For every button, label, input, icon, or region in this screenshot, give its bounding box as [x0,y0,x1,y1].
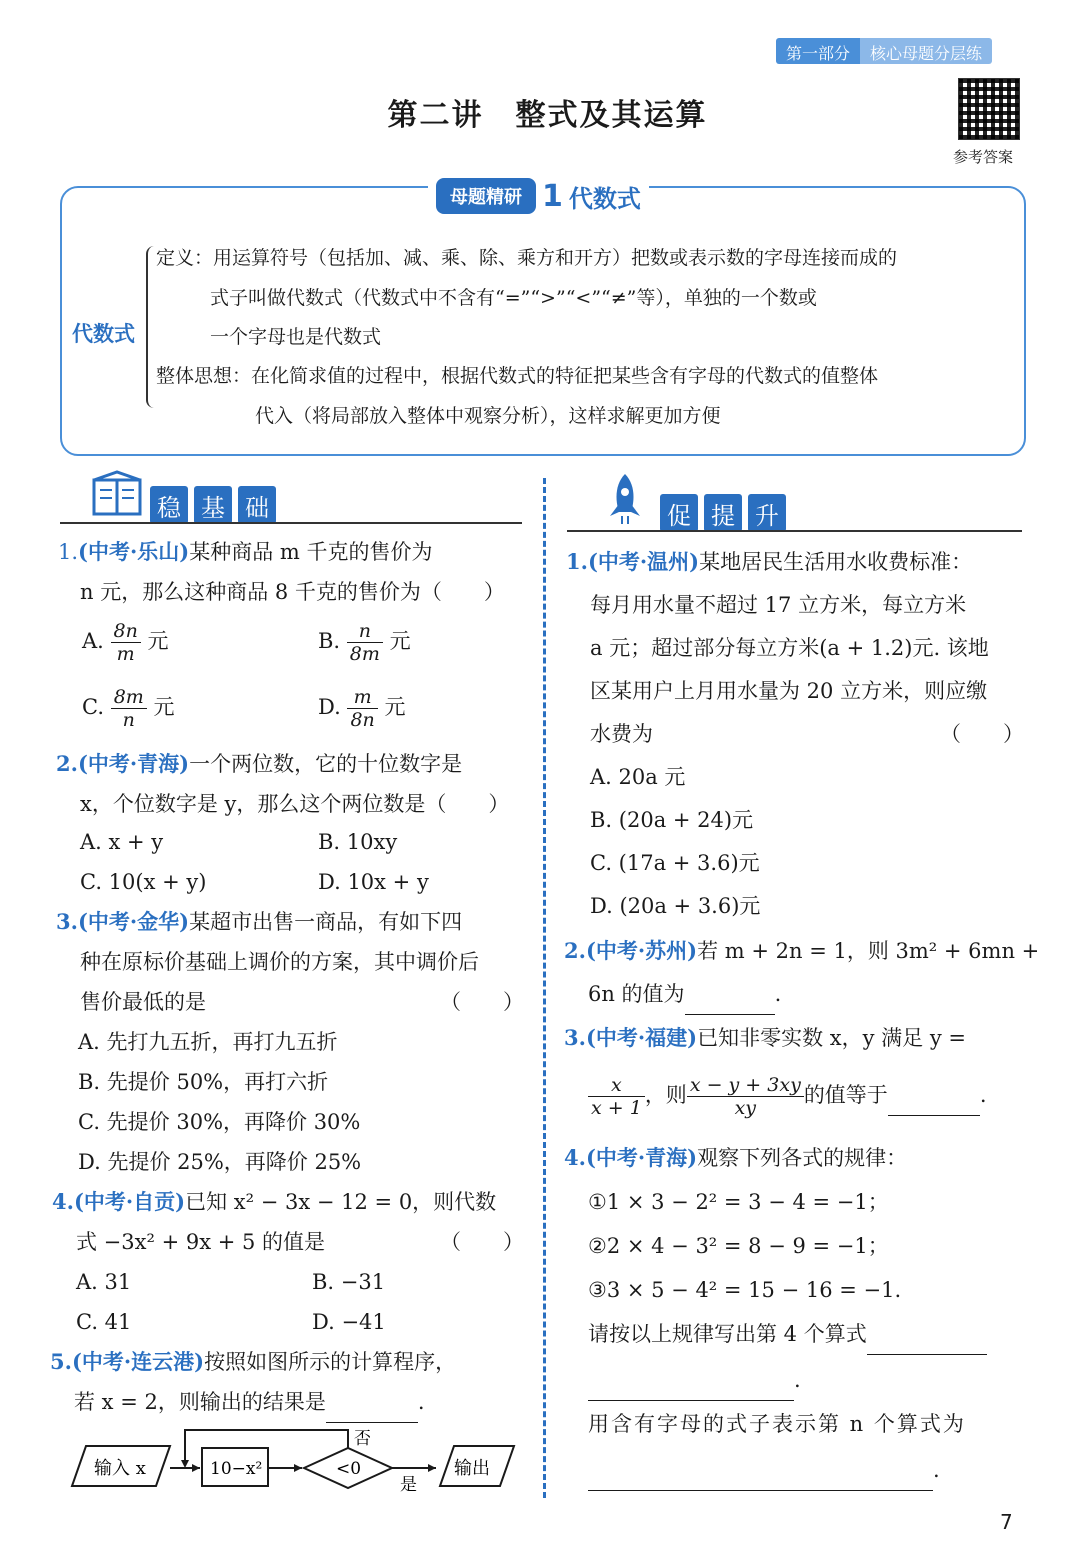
box-line-3: 一个字母也是代数式 [210,326,382,348]
left-q2-option-b[interactable]: B. 10xy [318,830,398,854]
left-q3-line1: 3.(中考·金华)某超市出售一商品，有如下四 [56,909,463,934]
right-q3-answer-blank[interactable] [888,1075,980,1116]
flow-input: 输入 x [94,1458,146,1479]
right-q1-option-c[interactable]: C. (17a + 3.6)元 [590,851,760,875]
qr-code-icon[interactable] [958,78,1020,140]
left-q3-option-b[interactable]: B. 先提价 50%，再打六折 [78,1070,329,1094]
left-q4-option-c[interactable]: C. 41 [76,1310,132,1334]
left-section-char-1: 稳 [150,486,188,524]
box-number: 1 [542,178,563,214]
right-q3-line1: 3.(中考·福建)已知非零实数 x，y 满足 y = [564,1025,966,1050]
right-q4-eq2: ②2 × 4 − 3² = 8 − 9 = −1； [588,1234,889,1258]
flow-output: 输出 [454,1458,490,1479]
box-line-1: 定义：用运算符号（包括加、减、乘、除、乘方和开方）把数或表示数的字母连接而成的 [156,247,898,269]
right-q1-option-b[interactable]: B. (20a + 24)元 [590,808,754,832]
right-q4-line2: 请按以上规律写出第 4 个算式 [588,1314,987,1355]
right-q1-option-d[interactable]: D. (20a + 3.6)元 [590,894,761,918]
flow-op: 10−x² [210,1459,263,1479]
left-q2-option-a[interactable]: A. x + y [80,830,164,854]
left-q4-line2: 式 −3x² + 9x + 5 的值是 [76,1230,326,1254]
right-q4-line1: 4.(中考·青海)观察下列各式的规律： [564,1145,908,1170]
book-icon [92,470,142,518]
left-q1-option-a[interactable]: A. $\frac{8n}{m}$ 元 [82,620,169,665]
right-q1-line4: 区某用户上月用水量为 20 立方米，则应缴 [590,679,988,703]
right-q3-line2: $\frac{x}{x + 1}$ ，则 $\frac{x - y + 3xy}{xy}$ 的值等于 . [588,1074,987,1119]
right-section-header [660,482,786,532]
qr-label: 参考答案 [953,148,1014,166]
left-section-char-2: 基 [194,486,232,524]
flow-no: 否 [354,1429,371,1449]
left-q4-option-a[interactable]: A. 31 [76,1270,132,1294]
right-q1-line2: 每月用水量不超过 17 立方米，每立方米 [590,593,967,617]
flowchart [70,1424,520,1494]
box-side-label: 代数式 [72,322,135,346]
flow-cond: <0 [336,1459,362,1479]
right-q4-answer-blank-2[interactable] [588,1450,933,1491]
left-q1-option-b[interactable]: B. $\frac{n}{8m}$ 元 [318,620,411,665]
left-section-char-3: 础 [238,486,276,524]
left-q1-option-c[interactable]: C. $\frac{8m}{n}$ 元 [82,686,175,731]
left-q1-source: (中考·乐山) [78,539,190,564]
left-q4-paren: （ ） [440,1230,524,1254]
left-q4-line1: 4.(中考·自贡)已知 x² − 3x − 12 = 0，则代数 [52,1189,497,1214]
left-q4-option-d[interactable]: D. −41 [312,1310,386,1334]
box-line-4: 整体思想：在化简求值的过程中，根据代数式的特征把某些含有字母的代数式的值整体 [156,365,879,387]
box-line-2: 式子叫做代数式（代数式中不含有“=”“>”“<”“≠”等），单独的一个数或 [210,287,817,309]
left-q2-line2: x，个位数字是 y，那么这个两位数是（ ） [80,792,510,816]
left-q5-line1: 5.(中考·连云港)按照如图所示的计算程序， [50,1349,457,1374]
box-pill: 母题精研 [436,178,536,214]
left-q1-text1: 某种商品 m 千克的售价为 [189,540,433,564]
right-q4-line2b: . [588,1360,801,1401]
right-q1-line5: 水费为 [590,722,653,746]
rocket-icon [600,470,650,526]
flow-yes: 是 [400,1475,417,1494]
right-q1-option-a[interactable]: A. 20a 元 [590,765,686,789]
header-series: 核心母题分层练 [860,38,992,64]
right-section-rule [567,530,1022,532]
box-tab [428,176,649,216]
page-number: 7 [1000,1510,1013,1534]
right-q1-paren: （ ） [940,722,1024,746]
left-q3-line2: 种在原标价基础上调价的方案，其中调价后 [80,950,479,974]
right-q1-line3: a 元；超过部分每立方米(a + 1.2)元. 该地 [590,636,989,660]
left-q2-line1: 2.(中考·青海)一个两位数，它的十位数字是 [56,751,463,776]
right-section-char-1: 促 [660,494,698,532]
box-line-5: 代入（将局部放入整体中观察分析），这样求解更加方便 [255,405,721,427]
right-q4-line3b: . [588,1450,940,1491]
left-q3-paren: （ ） [440,990,524,1014]
header-tag [776,38,992,64]
left-q1-line2: n 元，那么这种商品 8 千克的售价为（ ） [80,580,505,604]
left-q3-option-c[interactable]: C. 先提价 30%，再降价 30% [78,1110,361,1134]
right-q4-answer-blank-1a[interactable] [867,1314,987,1355]
right-q4-answer-blank-1b[interactable] [588,1360,794,1401]
left-q2-option-c[interactable]: C. 10(x + y) [80,870,207,894]
left-q5-answer-blank[interactable] [326,1382,418,1423]
left-q3-option-a[interactable]: A. 先打九五折，再打九五折 [78,1030,338,1054]
right-q4-eq1: ①1 × 3 − 2² = 3 − 4 = −1； [588,1190,889,1214]
page-title: 第二讲 整式及其运算 [387,98,708,133]
right-q2-line2: 6n 的值为 . [588,974,781,1015]
right-q2-answer-blank[interactable] [685,974,775,1015]
left-q1-option-d[interactable]: D. $\frac{m}{8n}$ 元 [318,686,406,731]
right-q4-eq3: ③3 × 5 − 4² = 15 − 16 = −1. [588,1278,902,1302]
left-q3-option-d[interactable]: D. 先提价 25%，再降价 25% [78,1150,362,1174]
column-divider [543,478,546,1498]
box-label: 代数式 [568,184,641,213]
left-q5-line2: 若 x = 2，则输出的结果是 . [74,1382,425,1423]
left-q4-option-b[interactable]: B. −31 [312,1270,386,1294]
right-section-char-3: 升 [748,494,786,532]
left-section-header [150,474,276,524]
right-q4-line3: 用含有字母的式子表示第 n 个算式为 [588,1412,966,1436]
header-part: 第一部分 [776,38,860,64]
left-q1-line1 [58,532,433,572]
left-section-rule [60,522,522,524]
left-q1-number: 1. [58,540,79,564]
left-q2-option-d[interactable]: D. 10x + y [318,870,429,894]
right-q2-line1: 2.(中考·苏州)若 m + 2n = 1，则 3m² + 6mn + [564,938,1040,963]
right-section-char-2: 提 [704,494,742,532]
left-q3-line3: 售价最低的是 [80,990,206,1014]
right-q1-line1: 1.(中考·温州)某地居民生活用水收费标准： [566,549,973,574]
